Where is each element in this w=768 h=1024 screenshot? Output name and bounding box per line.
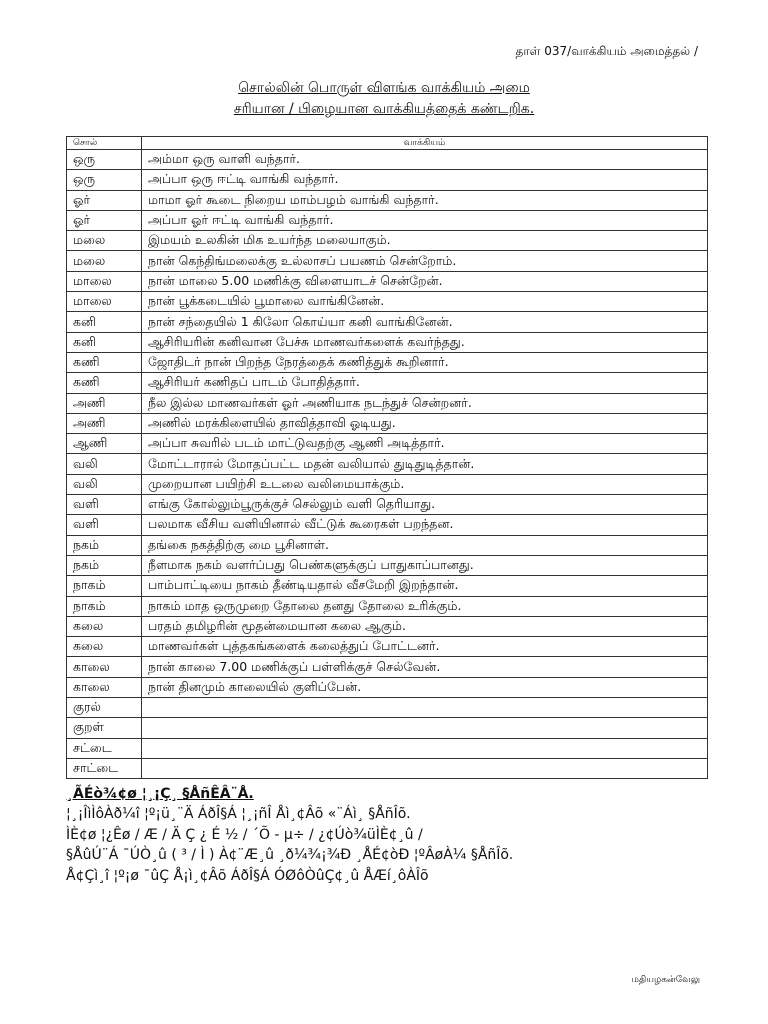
word-cell: காலை [67,677,142,697]
table-row [67,210,708,230]
sentence-cell: நான் பூக்கடையில் பூமாலை வாங்கினேன். [142,292,708,312]
sentence-cell: பாம்பாட்டியை நாகம் தீண்டியதால் வீசமேறி இறந்தான். [142,576,708,596]
table-row [67,515,708,535]
word-cell: ஒரு [67,150,142,170]
sentence-cell: நீல இல்ல மாணவர்கள் ஓர் அணியாக நடந்துச் சென்றனர். [142,393,708,413]
word-cell: நகம் [67,535,142,555]
sentence-cell: அம்மா ஒரு வாளி வந்தார். [142,150,708,170]
word-cell: சாட்டை [67,758,142,778]
word-cell: மலை [67,251,142,271]
table-row [67,352,708,372]
sentence-cell: பரதம் தமிழரின் மூதன்மையான கலை ஆகும். [142,616,708,636]
table-row [67,170,708,190]
word-cell: சட்டை [67,738,142,758]
sentence-cell: இமயம் உலகின் மிக உயர்ந்த மலையாகும். [142,231,708,251]
sentence-cell: அப்பா ஒரு ஈட்டி வாங்கி வந்தார். [142,170,708,190]
word-cell: கணி [67,352,142,372]
table-row [67,677,708,697]
table-header-row [67,137,708,150]
sentence-cell: மோட்டாரால் மோதப்பட்ட மதன் வலியால் துடிதுடித்தான். [142,454,708,474]
table-row [67,251,708,271]
instruction-line: ¦¸¡ÎìÌôÀð¼î ¦º¡ü¸¨Ä ÁðÎ§Á ¦¸¡ñÎ Åì¸¢Âõ «¨Áì¸ §ÅñÎõ. [66,806,411,822]
instruction-line: §ÅûÚ¨Á ¯ÚÒ¸û ( ³ / Ì ) À¢¨Æ¸û ¸ð¼¾¡¾Ð ¸ÅÉ¢òÐ ¦ºÂøÀ¼ §ÅñÎõ. [66,847,514,863]
sentence-cell: நீளமாக நகம் வளர்ப்பது பெண்களுக்குப் பாதுகாப்பானது. [142,555,708,575]
sentence-cell: நான் சந்தையில் 1 கிலோ கொய்யா கனி வாங்கினேன். [142,312,708,332]
sentence-cell [142,718,708,738]
table-row [67,718,708,738]
table-row [67,616,708,636]
sentence-cell: முறையான பயிற்சி உடலை வலிமையாக்கும். [142,474,708,494]
word-cell: மாலை [67,271,142,291]
sentence-cell: அப்பா ஓர் ஈட்டி வாங்கி வந்தார். [142,210,708,230]
sentence-cell [142,698,708,718]
word-cell: வளி [67,515,142,535]
table-row [67,596,708,616]
word-cell: நாகம் [67,596,142,616]
word-cell: அணி [67,413,142,433]
word-cell: ஒரு [67,170,142,190]
sentence-cell: எங்கு கோல்லும்பூருக்குச் செல்லும் வளி தெரியாது. [142,495,708,515]
word-cell: அணி [67,393,142,413]
word-cell: வளி [67,495,142,515]
word-cell: கணி [67,373,142,393]
instruction-line: ÌÈ¢ø ¦¿Êø / Æ / Ä Ç ¿ É ½ / ´Õ - µ÷ / ¿¢Úò¾üÌÈ¢¸û / [66,827,423,843]
table-row [67,393,708,413]
header-sentence: வாக்கியம் [142,137,708,150]
table-row [67,454,708,474]
sentence-cell [142,738,708,758]
word-cell: கனி [67,332,142,352]
word-cell: மாலை [67,292,142,312]
table-row [67,657,708,677]
word-cell: வலி [67,454,142,474]
table-row [67,434,708,454]
table-row [67,231,708,251]
word-cell: கனி [67,312,142,332]
author-signature: மதியழகன்வேலு [631,975,700,985]
table-row [67,474,708,494]
table-row [67,271,708,291]
word-cell: வலி [67,474,142,494]
table-row [67,535,708,555]
sentence-cell: மாமா ஓர் கூடை நிறைய மாம்பழம் வாங்கி வந்தார். [142,190,708,210]
table-row [67,576,708,596]
sentence-cell: ஆசிரியரின் கனிவான பேச்சு மாணவர்களைக் கவர்ந்தது. [142,332,708,352]
word-cell: மலை [67,231,142,251]
sentence-cell: நாகம் மாத ஒருமுறை தோலை தனது தோலை உரிக்கும். [142,596,708,616]
table-row [67,150,708,170]
sentence-cell: மாணவர்கள் புத்தகங்களைக் கலைத்துப் போட்டனர். [142,637,708,657]
word-cell: ஆணி [67,434,142,454]
word-cell: காலை [67,657,142,677]
page-reference: தாள் 037/வாக்கியம் அமைத்தல் / [515,44,698,58]
worksheet-title: சொல்லின் பொருள் விளங்க வாக்கியம் அமை [238,80,530,96]
table-row [67,555,708,575]
sentence-cell: ஆசிரியர் கணிதப் பாடம் போதித்தார். [142,373,708,393]
table-row [67,495,708,515]
word-cell: ஓர் [67,190,142,210]
table-row [67,190,708,210]
table-row [67,738,708,758]
word-cell: குரல் [67,698,142,718]
word-cell: கலை [67,616,142,636]
sentence-cell: நான் மாலை 5.00 மணிக்கு விளையாடச் சென்றேன். [142,271,708,291]
table-row [67,332,708,352]
table-row [67,413,708,433]
sentence-cell: பலமாக வீசிய வளியினால் வீட்டுக் கூரைகள் பறந்தன. [142,515,708,535]
instruction-line: Å¢Çì¸î ¦º¡ø ¯ûÇ Å¡ì¸¢Âõ ÁðÎ§Á ÓØôÒûÇ¢¸û ÅÆí¸ôÀÎõ [66,868,429,884]
word-cell: கலை [67,637,142,657]
table-row [67,312,708,332]
word-cell: ஓர் [67,210,142,230]
sentence-cell: அணில் மரக்கிளையில் தாவித்தாவி ஓடியது. [142,413,708,433]
table-row [67,373,708,393]
sentence-cell: தங்கை நகத்திற்கு மை பூசினாள். [142,535,708,555]
worksheet-subtitle: சரியான / பிழையான வாக்கியத்தைக் கண்டறிக. [233,101,535,117]
sentence-cell: நான் தினமும் காலையில் குளிப்பேன். [142,677,708,697]
sentence-cell [142,758,708,778]
sentence-cell: நான் காலை 7.00 மணிக்குப் பள்ளிக்குச் செல்வேன். [142,657,708,677]
table-row [67,637,708,657]
table-row [67,292,708,312]
table-row [67,698,708,718]
sentence-cell: ஜோதிடர் நான் பிறந்த நேரத்தைக் கணித்துக் கூறினார். [142,352,708,372]
word-cell: நகம் [67,555,142,575]
instruction-heading: ¸ÃÉò¾¢ø ¦¸¡Ç¸ §ÅñÊÂ¨Å. [66,786,254,802]
word-sentence-table [66,136,708,779]
sentence-cell: நான் கெந்திங்மலைக்கு உல்லாசப் பயணம் சென்றோம். [142,251,708,271]
table-row [67,758,708,778]
word-cell: நாகம் [67,576,142,596]
sentence-cell: அப்பா சுவரில் படம் மாட்டுவதற்கு ஆணி அடித்தார். [142,434,708,454]
word-cell: குறள் [67,718,142,738]
header-word: சொல் [67,137,142,150]
